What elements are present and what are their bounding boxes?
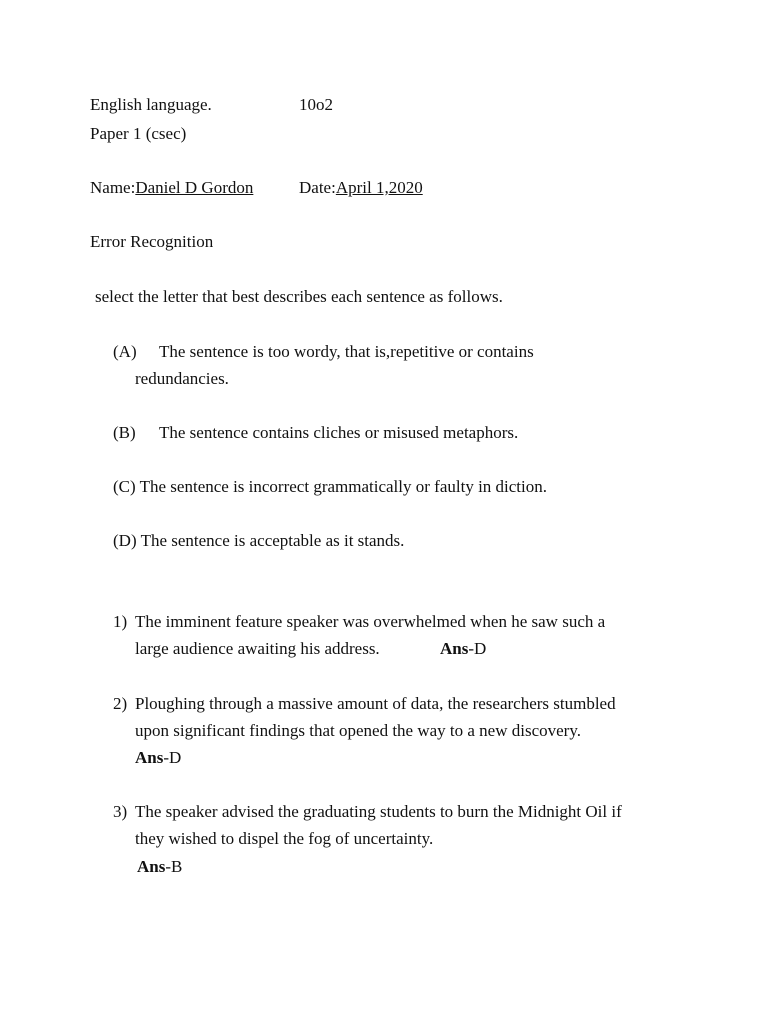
- date-label: Date:: [299, 178, 336, 197]
- question-1-answer: [440, 639, 486, 659]
- question-3-answer: [137, 857, 182, 877]
- question-1-line2: large audience awaiting his address.: [135, 639, 380, 658]
- option-b-text: The sentence contains cliches or misused metaphors.: [159, 423, 519, 442]
- question-2-line2: upon significant findings that opened the way to a new discovery.: [135, 721, 581, 740]
- question-2-answer: [135, 748, 181, 768]
- answer-value: -D: [468, 639, 487, 658]
- name-value: Daniel D Gordon: [135, 178, 254, 197]
- question-1-line1: The imminent feature speaker was overwhelmed when he saw such a: [135, 612, 606, 631]
- option-a-text-cont: redundancies.: [135, 369, 229, 388]
- name-label: Name:: [90, 178, 136, 197]
- option-c: [113, 477, 547, 497]
- option-d: [113, 531, 404, 551]
- paper-title: Paper 1 (csec): [90, 124, 187, 143]
- question-3-line2: they wished to dispel the fog of uncertainty.: [135, 829, 434, 848]
- section-title: Error Recognition: [90, 232, 214, 251]
- question-1-number: 1): [113, 612, 128, 631]
- instruction-text: select the letter that best describes each sentence as follows.: [95, 287, 503, 306]
- option-d-letter: (D): [113, 531, 137, 550]
- name-row: [90, 178, 253, 198]
- date-value: April 1,2020: [335, 178, 423, 197]
- subject-title: English language.: [90, 95, 212, 114]
- option-b-letter: (B): [113, 423, 136, 442]
- option-a-text: The sentence is too wordy, that is,repetitive or contains: [159, 342, 534, 361]
- date-row: [299, 178, 423, 198]
- question-2-number: 2): [113, 694, 128, 713]
- question-2-line1: Ploughing through a massive amount of data, the researchers stumbled: [135, 694, 616, 713]
- option-a-letter: (A): [113, 342, 137, 361]
- class-code: 10o2: [299, 95, 333, 114]
- question-3-number: 3): [113, 802, 128, 821]
- answer-label: Ans: [440, 639, 469, 658]
- answer-value: -D: [163, 748, 182, 767]
- answer-label: Ans: [137, 857, 166, 876]
- option-c-letter: (C): [113, 477, 136, 496]
- answer-label: Ans: [135, 748, 164, 767]
- option-c-text: The sentence is incorrect grammatically or faulty in diction.: [139, 477, 548, 496]
- option-d-text: The sentence is acceptable as it stands.: [140, 531, 405, 550]
- answer-value: -B: [165, 857, 183, 876]
- question-3-line1: The speaker advised the graduating students to burn the Midnight Oil if: [135, 802, 622, 821]
